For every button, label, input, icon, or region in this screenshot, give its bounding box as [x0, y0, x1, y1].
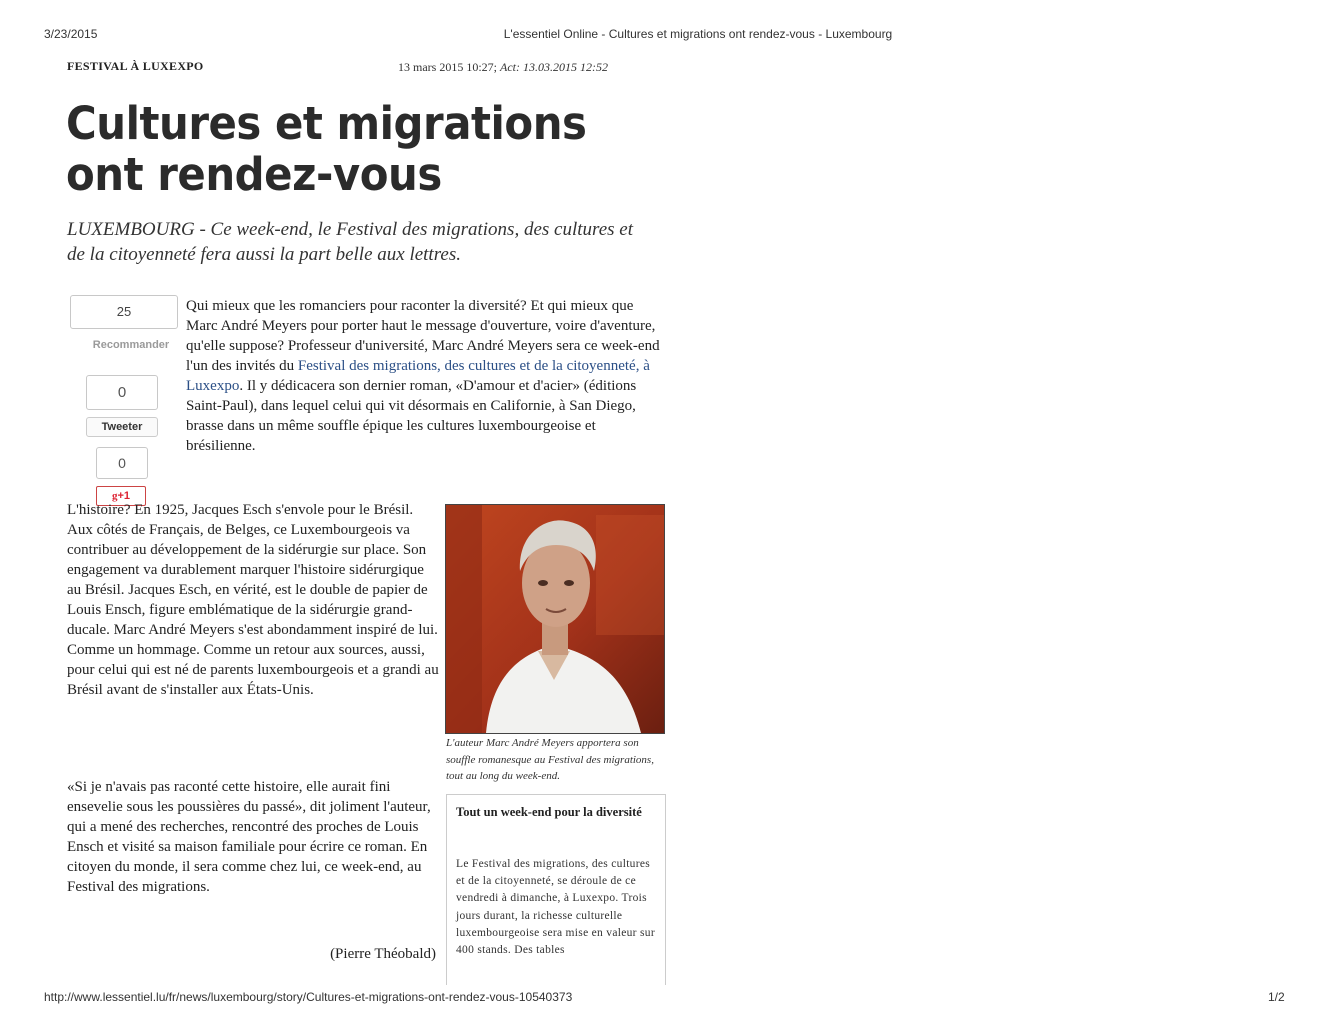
- article-paragraph-2: L'histoire? En 1925, Jacques Esch s'envole pour le Brésil. Aux côtés de Français, de Belges, ce Luxembourgeois va contribuer au développement de la sidérurgie sur place. Son engagement va durablement marquer l'histoire sidérurgique au Brésil. Jacques Esch, en vérité, est le double de papier de Louis Ensch, figure emblématique de la sidérurgie grand-ducale. Marc André Meyers s'est abondamment inspiré de lui. Comme un hommage. Comme un retour aux sources, aussi, pour celui qui est né de parents luxembourgeois et a grandi au Brésil avant de s'installer aux États-Unis.: [67, 502, 439, 698]
- updated-date: Act: 13.03.2015 12:52: [500, 60, 608, 74]
- social-share-bar: [70, 295, 180, 515]
- article-paragraph-3: «Si je n'avais pas raconté cette histoire, elle aurait fini ensevelie sous les poussières du passé», dit joliment l'auteur, qui a mené des recherches, rencontré des proches de Louis Ensch et visité sa maison familiale pour écrire ce roman. En citoyen du monde, il sera comme chez lui, ce week-end, au Festival des migrations.: [67, 779, 431, 895]
- print-page-title: L'essentiel Online - Cultures et migrations ont rendez-vous - Luxembourg: [503, 27, 893, 41]
- print-page-number: 1/2: [1268, 990, 1285, 1004]
- print-url: http://www.lessentiel.lu/fr/news/luxembourg/story/Cultures-et-migrations-ont-rendez-vous-10540373: [44, 990, 573, 1004]
- article-kicker[interactable]: FESTIVAL À LUXEXPO: [67, 59, 204, 73]
- twitter-count: 0: [86, 375, 158, 410]
- facebook-recommend-button[interactable]: Recommander: [92, 339, 170, 351]
- google-plus-label: +1: [117, 490, 131, 502]
- author-portrait-image: [446, 505, 664, 733]
- google-plus-icon: g: [111, 490, 118, 502]
- info-sidebar-box: [446, 794, 666, 985]
- facebook-like-count: 25: [70, 295, 178, 329]
- article-lede: LUXEMBOURG - Ce week-end, le Festival des migrations, des cultures et de la citoyenneté fera aussi la part belle aux lettres.: [67, 219, 634, 265]
- article-paragraph-1: [186, 296, 661, 456]
- festival-link[interactable]: Festival des migrations, des cultures et de la citoyenneté, à Luxexpo: [186, 358, 650, 394]
- published-date: 13 mars 2015 10:27;: [398, 60, 497, 74]
- google-plus-count: 0: [96, 447, 148, 479]
- article-dateline: [398, 60, 608, 75]
- print-date: 3/23/2015: [44, 27, 98, 41]
- article-headline: Cultures et migrations ont rendez-vous: [66, 97, 587, 201]
- article-byline: (Pierre Théobald): [330, 946, 436, 962]
- p1-text-before: Qui mieux que les romanciers pour raconter la diversité? Et qui mieux que Marc André Meyers pour porter haut le message d'ouverture, voire d'aventure, qu'elle suppose? Professeur d'université, Marc André Meyers sera ce week-end l'un des invités du: [186, 298, 660, 374]
- sidebar-body: Le Festival des migrations, des cultures et de la citoyenneté, se déroule de ce vendredi à dimanche, à Luxexpo. Trois jours durant, la richesse culturelle luxembourgeoise sera mise en valeur sur 400 stands. Des tables: [456, 858, 655, 957]
- tweet-button[interactable]: Tweeter: [86, 417, 158, 437]
- sidebar-title: Tout un week-end pour la diversité: [456, 805, 642, 819]
- author-photo[interactable]: [445, 504, 665, 734]
- p1-text-after: . Il y dédicacera son dernier roman, «D'amour et d'acier» (éditions Saint-Paul), dans lequel celui qui vit désormais en Californie, à San Diego, brasse dans un même souffle épique les cultures luxembourgeoise et brésilienne.: [186, 378, 637, 454]
- photo-caption: L'auteur Marc André Meyers apportera son souffle romanesque au Festival des migrations, tout au long du week-end.: [446, 737, 654, 783]
